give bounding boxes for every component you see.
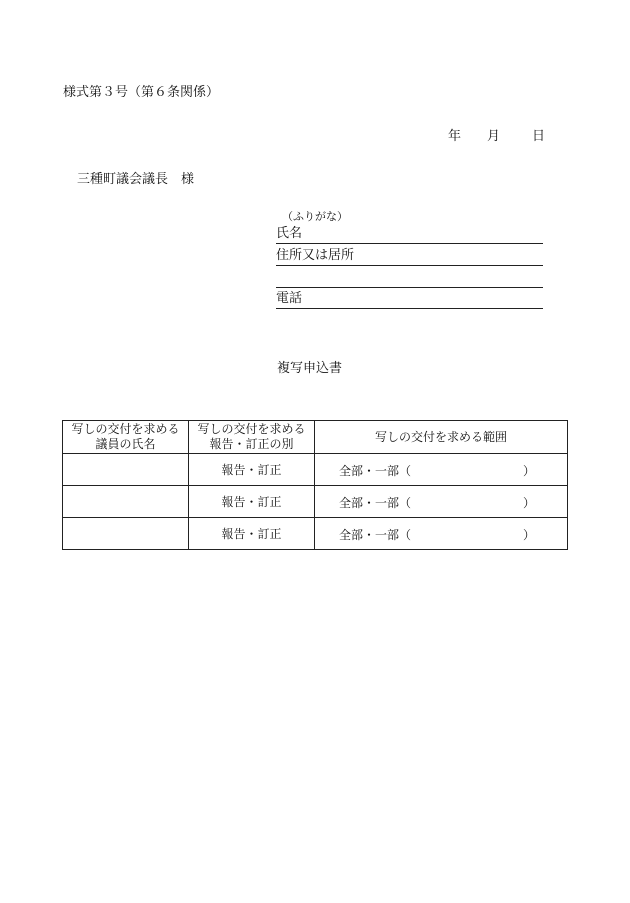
- request-table: [62, 420, 568, 550]
- category-cell[interactable]: 報告・訂正: [189, 454, 315, 486]
- header-member-line1: 写しの交付を求める: [71, 422, 180, 436]
- header-range: 写しの交付を求める範囲: [315, 421, 568, 454]
- category-cell[interactable]: 報告・訂正: [189, 518, 315, 550]
- member-name-cell[interactable]: [63, 454, 189, 486]
- phone-field[interactable]: [276, 291, 543, 309]
- date-month-label: 月: [487, 129, 501, 144]
- range-cell[interactable]: [315, 518, 568, 550]
- date-year-label: 年: [448, 129, 462, 144]
- range-close-paren: ）: [522, 528, 535, 542]
- header-category-line2: 報告・訂正の別: [209, 437, 294, 451]
- table-row: [63, 486, 568, 518]
- header-category-line1: 写しの交付を求める: [197, 422, 306, 436]
- range-close-paren: ）: [522, 496, 535, 510]
- range-text: 全部・一部（: [339, 496, 412, 510]
- range-close-paren: ）: [522, 464, 535, 478]
- date-line: [448, 125, 545, 144]
- address-label: 住所又は居所: [276, 248, 355, 263]
- member-name-cell[interactable]: [63, 518, 189, 550]
- header-member-name: [63, 421, 189, 454]
- date-day-label: 日: [532, 129, 546, 144]
- range-cell[interactable]: [315, 486, 568, 518]
- range-text: 全部・一部（: [339, 464, 412, 478]
- name-field[interactable]: [276, 226, 543, 244]
- document-title: 複写申込書: [277, 361, 343, 376]
- name-label: 氏名: [276, 226, 303, 241]
- addressee: 三種町議会議長 様: [77, 172, 195, 187]
- header-member-line2: 議員の氏名: [95, 437, 156, 451]
- table-header-row: [63, 421, 568, 454]
- header-category: [189, 421, 315, 454]
- category-cell[interactable]: 報告・訂正: [189, 486, 315, 518]
- member-name-cell[interactable]: [63, 486, 189, 518]
- form-number: 様式第３号（第６条関係）: [63, 85, 220, 100]
- furigana-label: （ふりがな）: [282, 210, 348, 223]
- address-field[interactable]: [276, 248, 543, 266]
- address-field-line2[interactable]: [276, 270, 543, 288]
- range-text: 全部・一部（: [339, 528, 412, 542]
- table-row: [63, 454, 568, 486]
- phone-label: 電話: [276, 291, 303, 306]
- range-cell[interactable]: [315, 454, 568, 486]
- table-row: [63, 518, 568, 550]
